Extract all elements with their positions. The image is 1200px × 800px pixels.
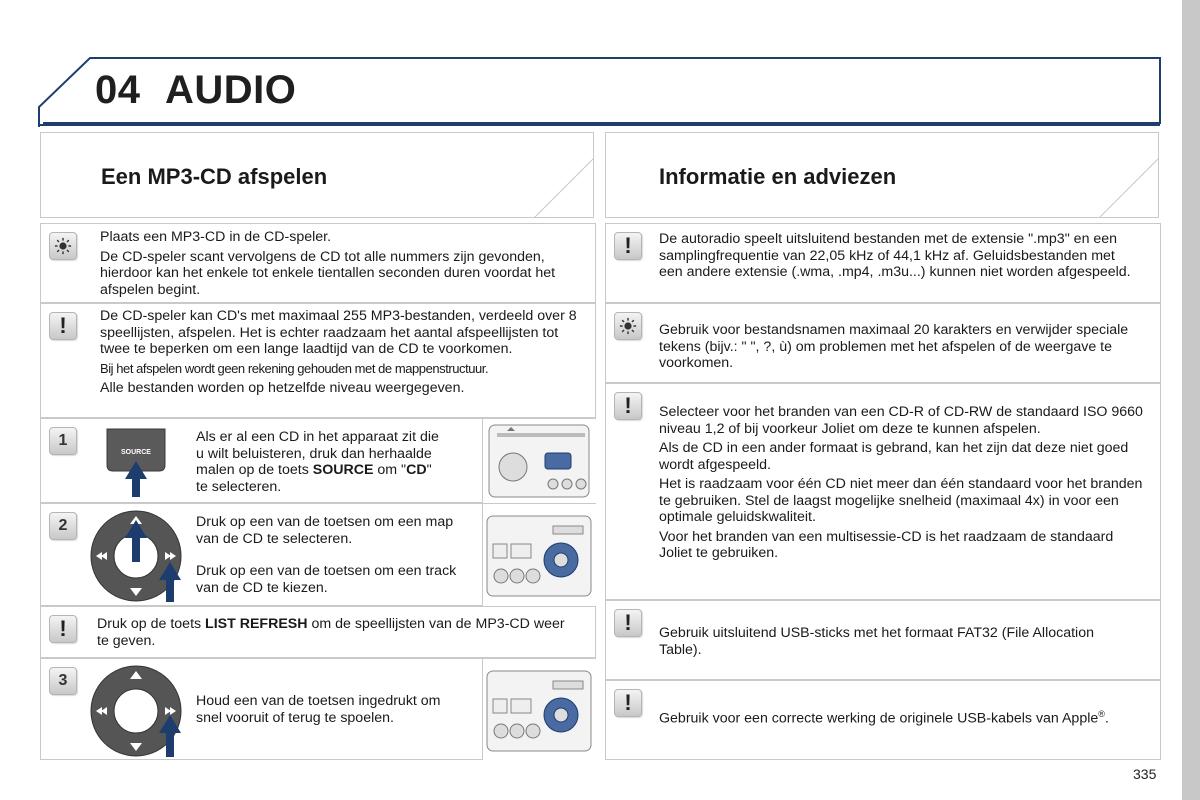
info-row-3	[605, 383, 1161, 600]
step-3-number-icon: 3	[49, 667, 77, 695]
info-paragraph: Selecteer voor het branden van een CD-R of CD-RW de standaard ISO 9660 niveau 1,2 of bij voorkeur Joliet om deze te kunnen afspelen.	[659, 404, 1143, 437]
page-number: 335	[1133, 766, 1157, 782]
left-tip-row	[40, 223, 596, 303]
warning-paragraph: Alle bestanden worden op hetzelfde niveau weergegeven.	[100, 380, 465, 396]
info-paragraph: Gebruik voor bestandsnamen maximaal 20 karakters en verwijder speciale tekens (bijv.: " ", ?, ù) om problemen met het afspelen of de weergave te voorkomen.	[659, 322, 1129, 371]
info-row-5	[605, 680, 1161, 760]
info-paragraph: De autoradio speelt uitsluitend bestanden met de extensie ".mp3" en een samplingfrequentie van 22,05 kHz of 44,1 kHz af. Geluidsbestanden met een andere extensie (.wma, .mp4, .m3u...) kunnen niet worden afgespeeld.	[659, 231, 1131, 280]
left-section-title-box	[40, 132, 594, 218]
warning-paragraph: De CD-speler kan CD's met maximaal 255 MP3-bestanden, verdeeld over 8 speellijsten, afspelen. Het is echter raadzaam het aantal afspeellijsten tot twee te beperken om een lange laadtijd van de CD te voorkomen.	[100, 308, 577, 357]
info-paragraph: Gebruik uitsluitend USB-sticks met het formaat FAT32 (File Allocation Table).	[659, 625, 1094, 658]
step-2-row	[40, 503, 596, 606]
step-2-paragraph: Druk op een van de toetsen om een map van de CD te selecteren.	[196, 514, 454, 547]
radio-panel-thumbnail	[482, 504, 596, 606]
left-warning-row	[40, 303, 596, 418]
tip-sun-icon	[614, 312, 642, 340]
radio-panel-thumbnail	[482, 659, 596, 760]
page-edge-strip	[1182, 0, 1200, 800]
warning-exclamation-icon: !	[614, 689, 642, 717]
step-1-text: Als er al een CD in het apparaat zit die u wilt beluisteren, druk dan herhaalde malen op de toets SOURCE om "CD" te selecteren.	[196, 429, 439, 495]
step-2-paragraph: Druk op een van de toetsen om een track van de CD te kiezen.	[196, 563, 457, 596]
step-3-paragraph: Houd een van de toetsen ingedrukt om snel vooruit of terug te spoelen.	[196, 693, 441, 726]
step-1-row	[40, 418, 596, 503]
right-section-title-box	[605, 132, 1159, 218]
warning-exclamation-icon: !	[49, 615, 77, 643]
info-paragraph: Voor het branden van een multisessie-CD is het raadzaam de standaard Joliet te gebruiken.	[659, 528, 1114, 561]
corner-fold	[534, 132, 594, 218]
corner-fold	[1099, 132, 1159, 218]
step-1-number-icon: 1	[49, 427, 77, 455]
tip-paragraph: Plaats een MP3-CD in de CD-speler.	[100, 229, 332, 245]
warning-paragraph: Bij het afspelen wordt geen rekening gehouden met de mappenstructuur.	[100, 360, 489, 376]
warning-exclamation-icon: !	[614, 232, 642, 260]
info-paragraph: Gebruik voor een correcte werking de originele USB-kabels van Apple®.	[659, 709, 1109, 727]
step-2-number-icon: 2	[49, 512, 77, 540]
info-row-1	[605, 223, 1161, 303]
source-button-illustration	[99, 425, 171, 497]
step-3-row	[40, 658, 596, 760]
info-paragraph: Als de CD in een ander formaat is gebrand, kan het zijn dat deze niet goed wordt afgespeeld.	[659, 440, 1129, 473]
info-row-2	[605, 303, 1161, 383]
direction-pad-illustration	[88, 508, 184, 604]
radio-panel-thumbnail	[482, 419, 596, 503]
tip-paragraph: De CD-speler scant vervolgens de CD tot alle nummers zijn gevonden, hierdoor kan het enkele tot enkele tientallen seconden duren voordat het afspelen begint.	[100, 248, 556, 298]
left-section-title: Een MP3-CD afspelen	[101, 164, 328, 189]
warning-exclamation-icon: !	[614, 609, 642, 637]
list-refresh-row	[40, 606, 596, 658]
right-section-title: Informatie en adviezen	[659, 164, 897, 189]
list-refresh-text: Druk op de toets LIST REFRESH om de speellijsten van de MP3-CD weer te geven.	[97, 616, 565, 649]
info-paragraph: Het is raadzaam voor één CD niet meer dan één standaard voor het branden te gebruiken. Stel de laagst mogelijke snelheid (maximaal 4x) in voor een optimale geluidskwaliteit.	[659, 476, 1143, 525]
chapter-number: 04	[95, 68, 141, 112]
source-button-label: SOURCE	[121, 449, 151, 456]
direction-pad-illustration	[88, 663, 184, 759]
warning-exclamation-icon: !	[49, 312, 77, 340]
tip-sun-icon	[49, 232, 77, 260]
chapter-title: AUDIO	[165, 68, 297, 112]
warning-exclamation-icon: !	[614, 392, 642, 420]
info-row-4	[605, 600, 1161, 680]
